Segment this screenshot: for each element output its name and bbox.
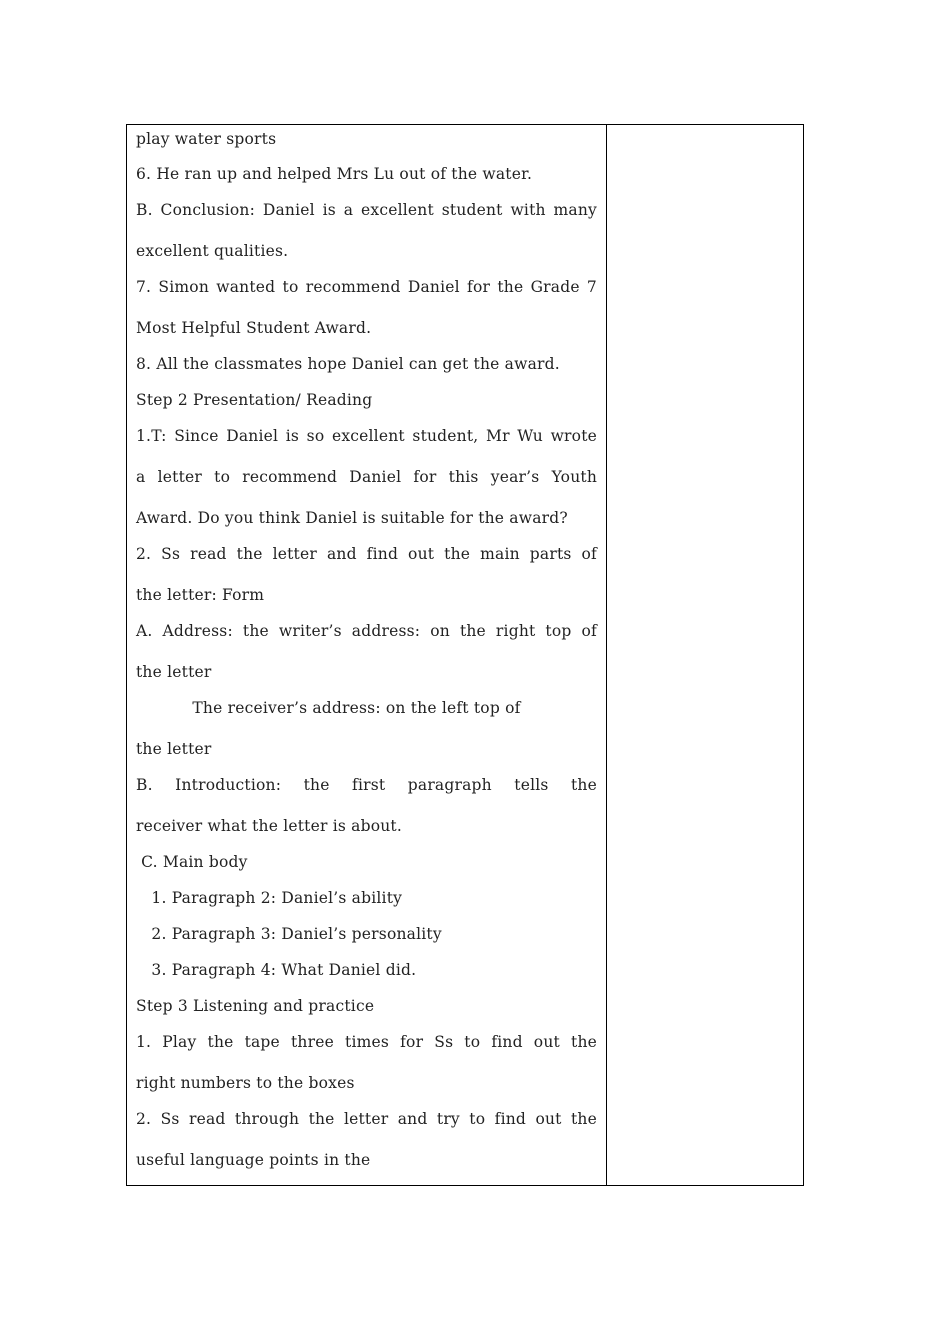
text-line: a letter to recommend Daniel for this year’s Youth [136, 468, 597, 486]
text-line: Most Helpful Student Award. [136, 319, 372, 337]
text-line: Step 3 Listening and practice [136, 997, 375, 1015]
text-line: 1.T: Since Daniel is so excellent student, Mr Wu wrote [136, 427, 597, 445]
text-line: 7. Simon wanted to recommend Daniel for the Grade 7 [136, 278, 597, 296]
text-line: 3. Paragraph 4: What Daniel did. [136, 961, 417, 979]
text-line: Step 2 Presentation/ Reading [136, 391, 373, 409]
text-line: C. Main body [136, 853, 248, 871]
notes-cell [607, 125, 803, 1185]
text-line: right numbers to the boxes [136, 1074, 355, 1092]
text-line: A. Address: the writer’s address: on the right top of [136, 622, 597, 640]
text-line: excellent qualities. [136, 242, 289, 260]
lesson-content-cell [127, 125, 606, 1185]
text-line: the letter [136, 663, 212, 681]
text-line: 2. Ss read the letter and find out the main parts of [136, 545, 597, 563]
text-line: B. Introduction: the first paragraph tells the [136, 776, 597, 794]
text-line: 2. Paragraph 3: Daniel’s personality [136, 925, 442, 943]
text-line: 6. He ran up and helped Mrs Lu out of the water. [136, 165, 533, 183]
text-line: 1. Paragraph 2: Daniel’s ability [136, 889, 403, 907]
text-line: the letter: Form [136, 586, 265, 604]
text-line: The receiver’s address: on the left top of [136, 699, 521, 717]
text-line: B. Conclusion: Daniel is a excellent student with many [136, 201, 597, 219]
lesson-table [126, 124, 804, 1186]
text-line: receiver what the letter is about. [136, 817, 402, 835]
text-line: useful language points in the [136, 1151, 371, 1169]
text-line: 1. Play the tape three times for Ss to find out the [136, 1033, 597, 1051]
text-line: 2. Ss read through the letter and try to find out the [136, 1110, 597, 1128]
text-line: 8. All the classmates hope Daniel can get the award. [136, 355, 560, 373]
text-line: the letter [136, 740, 212, 758]
text-line: Award. Do you think Daniel is suitable for the award? [136, 509, 568, 527]
text-line: play water sports [136, 130, 277, 148]
